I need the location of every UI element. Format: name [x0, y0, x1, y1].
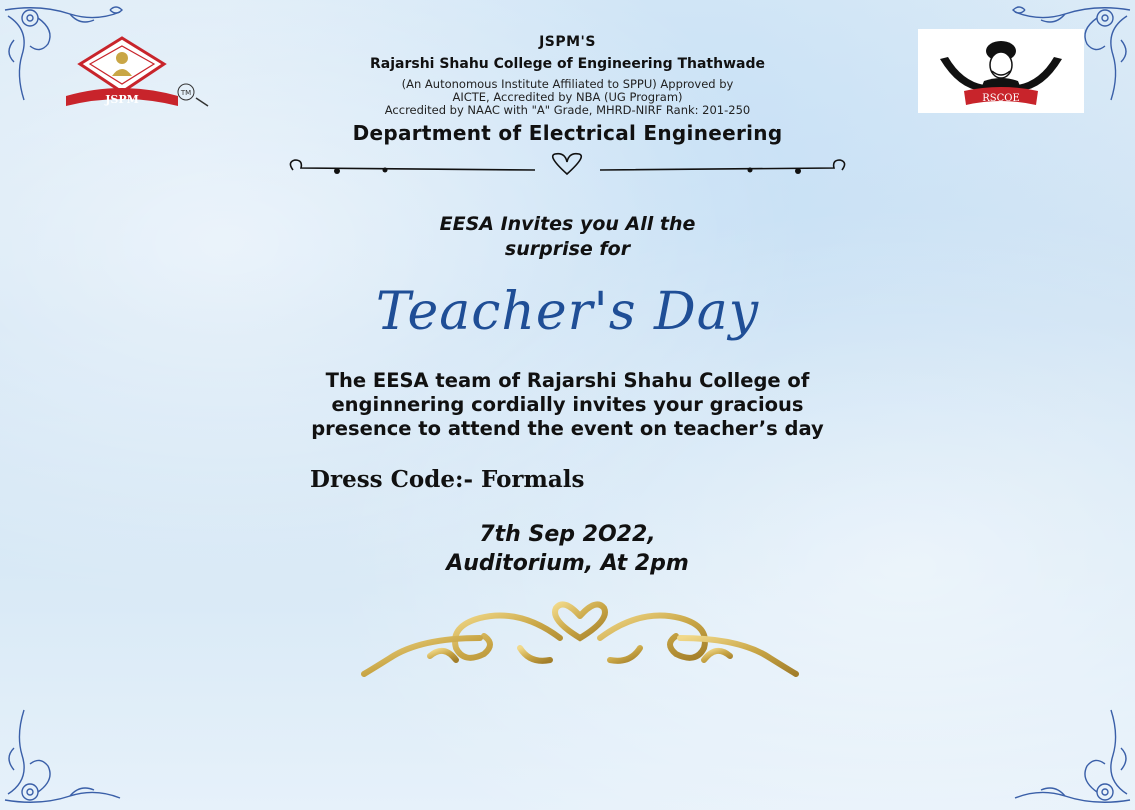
- event-title: Teacher's Day: [375, 282, 760, 342]
- jspm-logo-mark: TM: [180, 89, 192, 97]
- body-line-3: presence to attend the event on teacher’s day: [311, 417, 824, 440]
- accreditation-line-2: AICTE, Accredited by NBA (UG Program): [452, 90, 683, 104]
- rscoe-logo-text: RSCOE: [982, 93, 1020, 104]
- event-venue-time: Auditorium, At 2pm: [446, 551, 689, 576]
- jspm-logo-text: JSPM: [105, 93, 139, 106]
- heart-divider: [285, 152, 850, 182]
- org-name: JSPM'S: [539, 34, 596, 50]
- college-name: Rajarshi Shahu College of Engineering Thathwade: [369, 56, 765, 72]
- corner-ornament-bottom-right: [995, 700, 1135, 810]
- gold-flourish-ornament: [360, 598, 800, 680]
- accreditation-line-1: (An Autonomous Institute Affiliated to SPPU) Approved by: [401, 77, 734, 91]
- accreditation-line-3: Accredited by NAAC with "A" Grade, MHRD-NIRF Rank: 201-250: [384, 103, 751, 117]
- body-line-2: enginnering cordially invites your gracious: [331, 393, 804, 416]
- invite-line-1: EESA Invites you All the: [439, 213, 696, 235]
- invite-text: [0, 212, 1135, 262]
- corner-ornament-bottom-left: [0, 700, 140, 810]
- invite-line-2: surprise for: [504, 238, 631, 260]
- body-line-1: The EESA team of Rajarshi Shahu College of: [325, 369, 810, 392]
- event-details: [0, 520, 1135, 578]
- invitation-body: [0, 369, 1135, 441]
- event-date: 7th Sep 2O22,: [479, 522, 656, 547]
- accreditation-text: [0, 78, 1135, 117]
- department-name: Department of Electrical Engineering: [352, 121, 783, 145]
- dress-code: Dress Code:- Formals: [310, 466, 585, 493]
